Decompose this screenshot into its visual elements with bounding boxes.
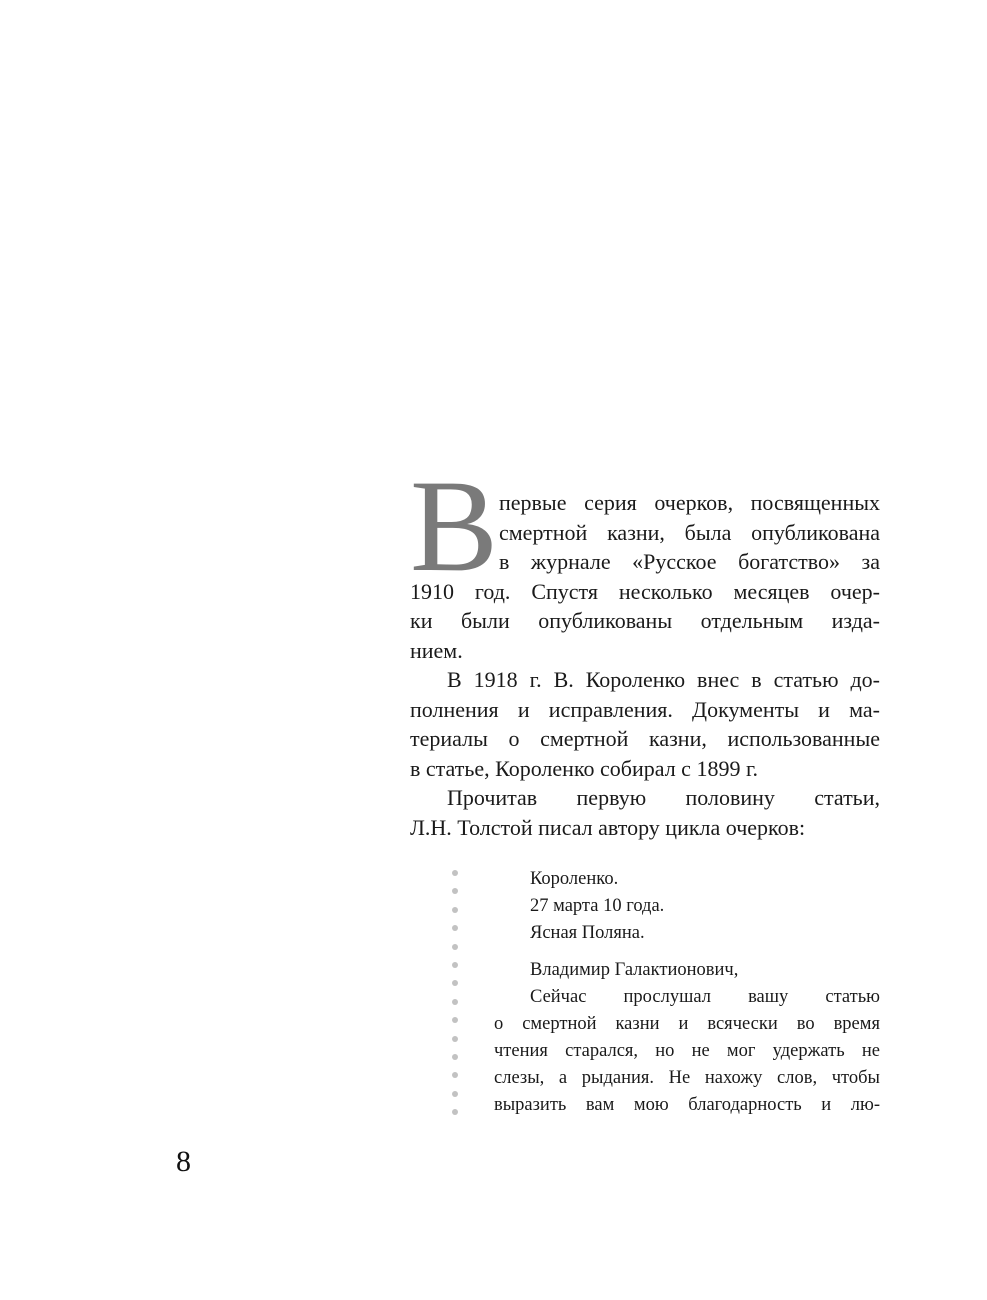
dot <box>452 944 458 950</box>
letter-line: выразить вам мою благодарность и лю- <box>494 1095 880 1115</box>
text-line: в статье, Короленко собирал с 1899 г. <box>410 755 758 781</box>
dot <box>452 870 458 876</box>
dot <box>452 962 458 968</box>
letter-line: о смертной казни и всячески во время <box>494 1014 880 1034</box>
letter-line: Сейчас прослушал вашу статью <box>530 987 880 1007</box>
intro-paragraph <box>410 488 880 842</box>
letter-line: чтения старался, но не мог удержать не <box>494 1041 880 1061</box>
text-line: териалы о смертной казни, использованные <box>410 726 880 751</box>
text-line: полнения и исправления. Документы и ма- <box>410 696 880 722</box>
text-line: ки были опубликованы отдельным изда- <box>410 608 880 633</box>
letter-quote <box>494 866 880 1119</box>
dot <box>452 1109 458 1115</box>
dot <box>452 907 458 913</box>
dot <box>452 888 458 894</box>
letter-greeting: Владимир Галактионович, <box>530 960 739 980</box>
text-line: 1910 год. Спустя несколько месяцев очер- <box>410 578 880 604</box>
text-line: В 1918 г. В. Короленко внес в статью до- <box>447 667 880 692</box>
dot <box>452 925 458 931</box>
drop-cap-letter: В <box>410 452 499 599</box>
text-line: смертной казни, была опубликована <box>499 519 880 545</box>
text-line: первые серия очерков, посвященных <box>499 490 880 515</box>
text-line: в журнале «Русское богатство» за <box>499 549 880 574</box>
dot <box>452 1017 458 1023</box>
dot <box>452 1072 458 1078</box>
letter-header-line: 27 марта 10 года. <box>530 896 665 916</box>
page-number: 8 <box>176 1145 191 1178</box>
dot <box>452 980 458 986</box>
text-line: Л.Н. Толстой писал автору цикла очерков: <box>410 814 806 840</box>
text-line: Прочитав первую половину статьи, <box>447 785 880 810</box>
dot <box>452 1091 458 1097</box>
letter-header-line: Ясная Поляна. <box>530 923 645 943</box>
dot <box>452 1054 458 1060</box>
dot <box>452 999 458 1005</box>
letter-line: слезы, а рыдания. Не нахожу слов, чтобы <box>494 1068 880 1088</box>
quote-dotted-rule <box>452 870 460 1127</box>
letter-header-line: Короленко. <box>530 869 619 889</box>
text-line: нием. <box>410 637 463 663</box>
dot <box>452 1036 458 1042</box>
